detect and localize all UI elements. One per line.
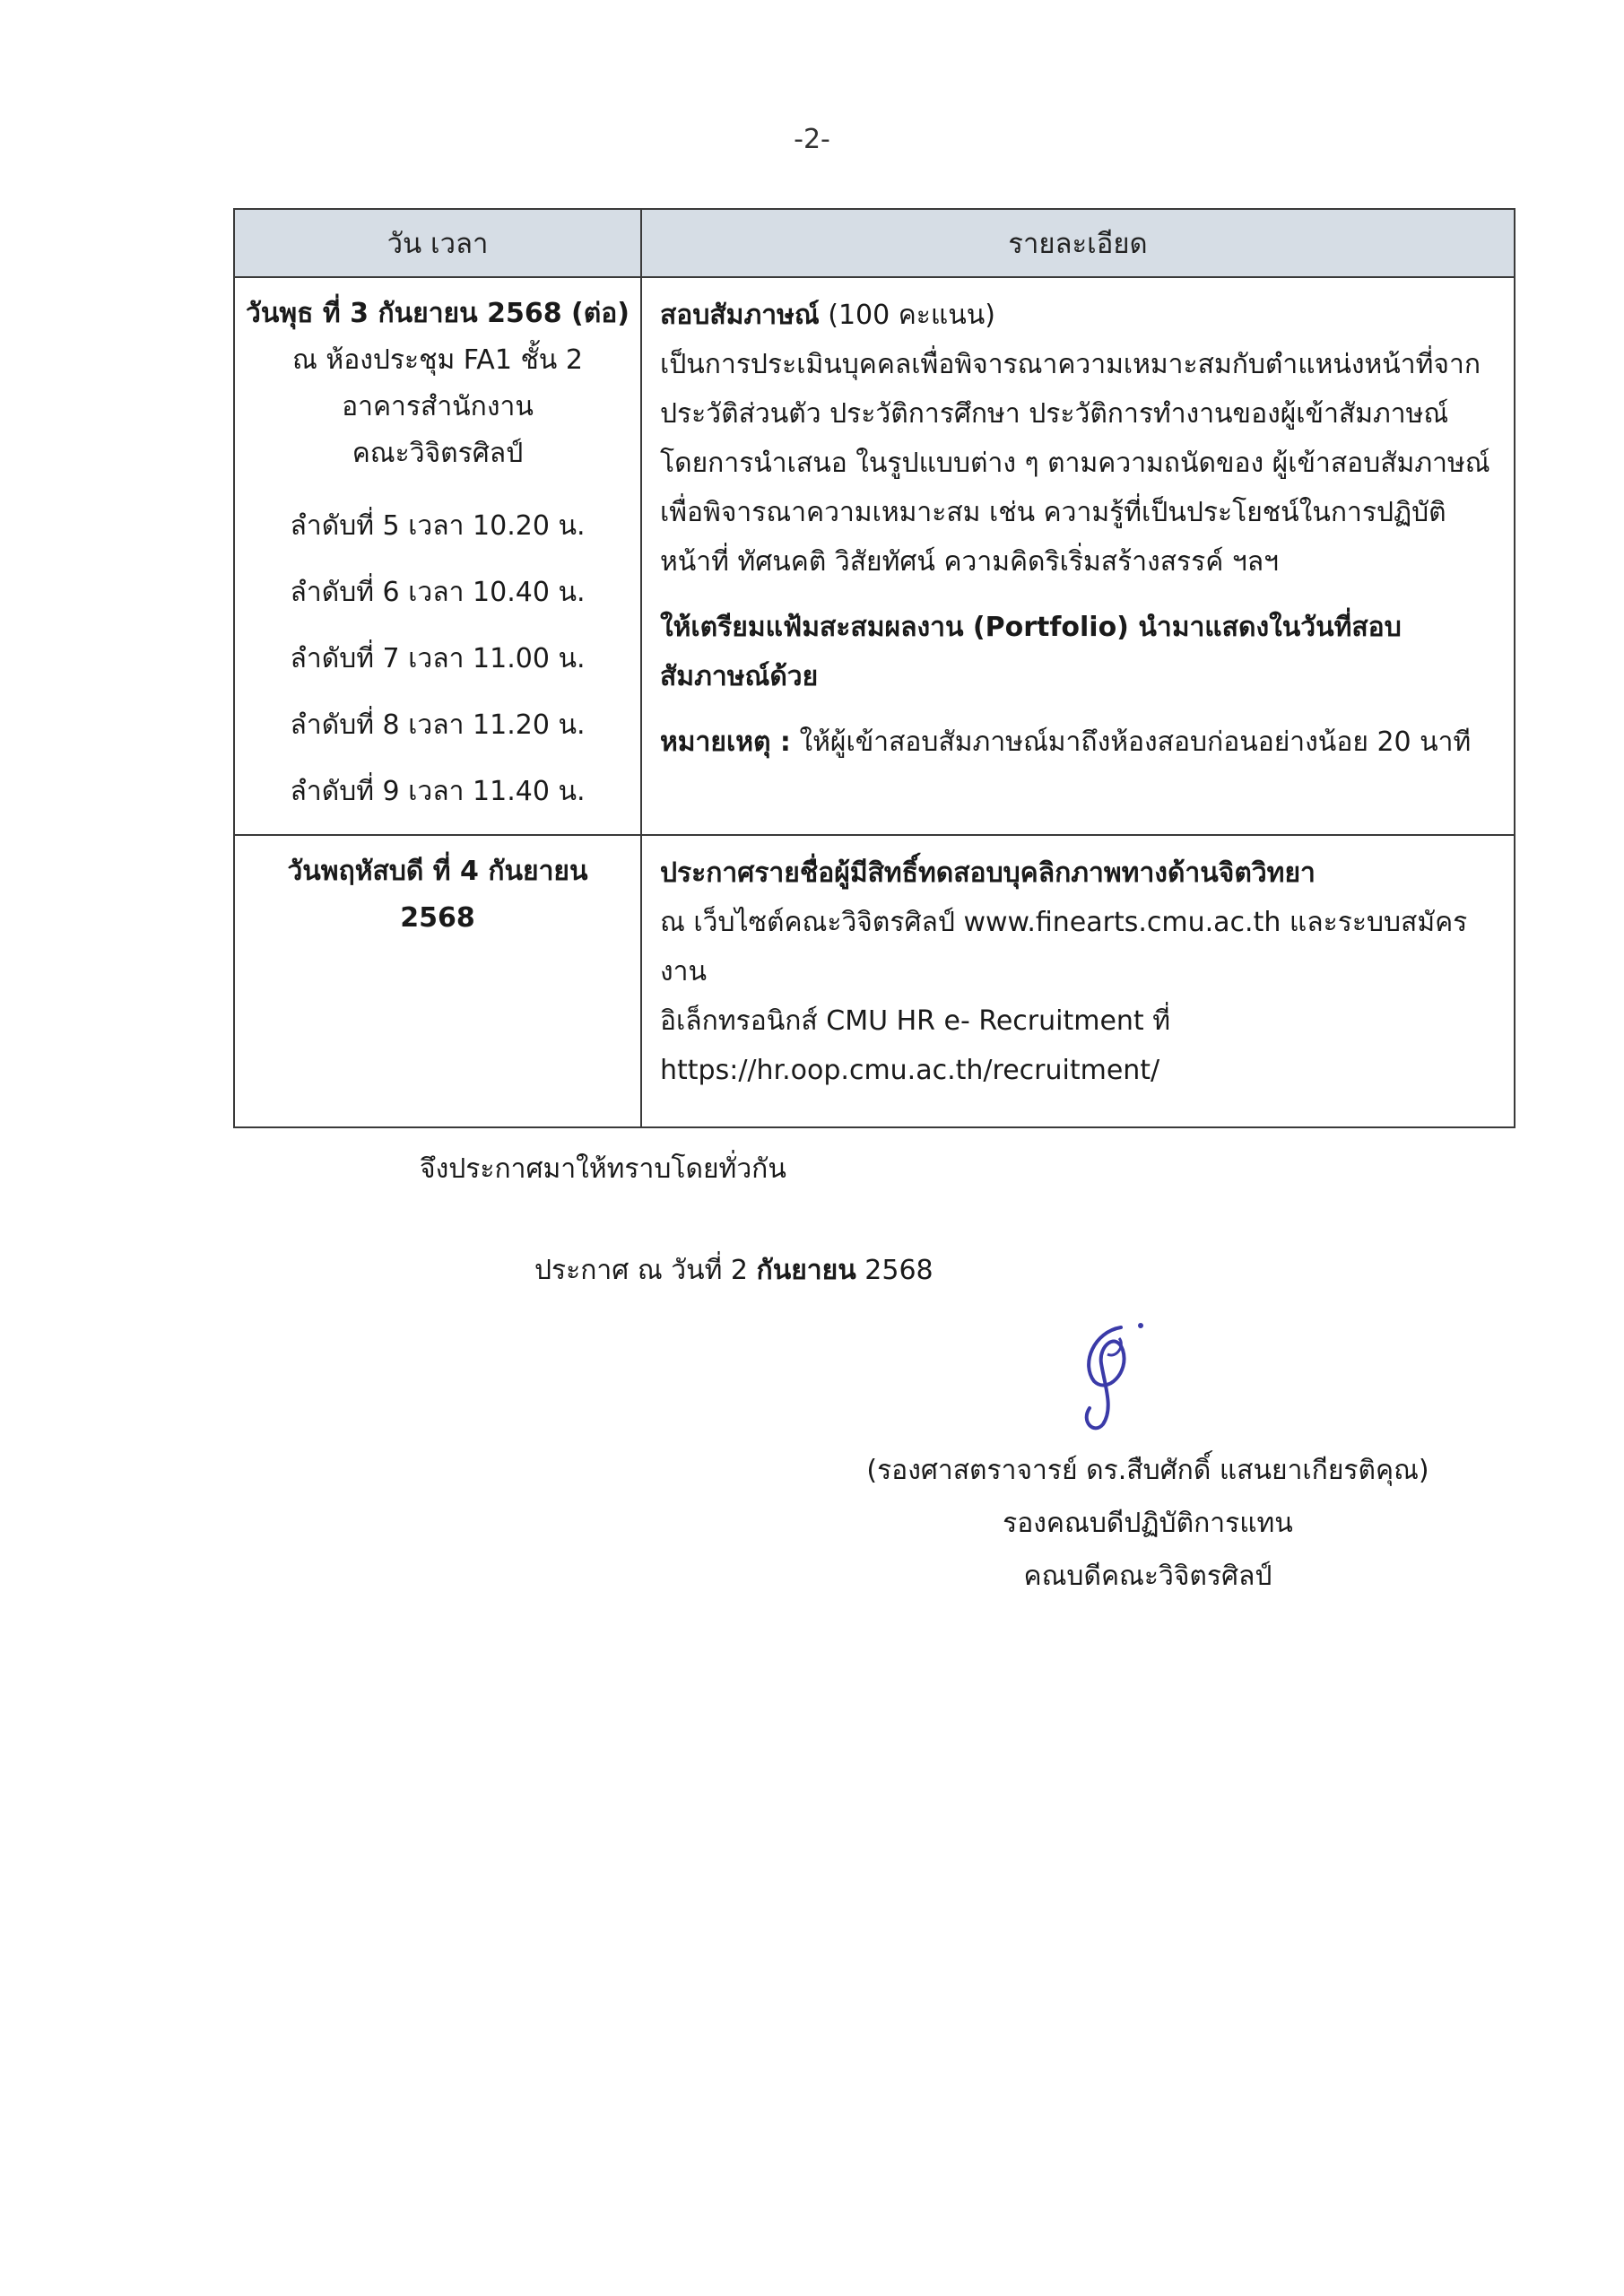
closing-statement: จึงประกาศมาให้ทราบโดยทั่วกัน [420, 1153, 786, 1185]
time-slot: ลำดับที่ 8 เวลา 11.20 น. [290, 709, 586, 741]
signer-organization: คณบดีคณะวิจิตรศิลป์ [1023, 1561, 1272, 1592]
signer-position: รองคณบดีปฏิบัติการแทน [1003, 1508, 1293, 1539]
schedule-table [233, 208, 1515, 1128]
table-row [234, 835, 1515, 1127]
announcement-prefix: ประกาศ ณ วันที่ 2 [534, 1255, 748, 1286]
date-cell [234, 277, 641, 835]
note [660, 718, 1496, 767]
detail-heading [660, 291, 1496, 340]
detail-cell [641, 835, 1515, 1127]
time-slot: ลำดับที่ 5 เวลา 10.20 น. [290, 510, 586, 542]
note-text: ให้ผู้เข้าสอบสัมภาษณ์มาถึงห้องสอบก่อนอย่างน้อย 20 นาที [799, 726, 1472, 758]
note-label: หมายเหตุ : [660, 726, 791, 758]
detail-score: (100 คะแนน) [828, 300, 995, 331]
header-detail: รายละเอียด [641, 209, 1515, 277]
detail-line: เป็นการประเมินบุคคลเพื่อพิจารณาความเหมาะสมกับตำแหน่งหน้าที่จาก [660, 349, 1481, 380]
signature [1058, 1309, 1166, 1435]
portfolio-line: สัมภาษณ์ด้วย [660, 661, 819, 692]
announcement-month: กันยายน [756, 1255, 856, 1286]
venue-line: คณะวิจิตรศิลป์ [352, 438, 524, 469]
time-slot: ลำดับที่ 6 เวลา 10.40 น. [290, 577, 586, 608]
detail-line: หน้าที่ ทัศนคติ วิสัยทัศน์ ความคิดริเริ่มสร้างสรรค์ ฯลฯ [660, 546, 1279, 578]
detail-line: https://hr.oop.cmu.ac.th/recruitment/ [660, 1055, 1160, 1086]
signer-block [789, 1444, 1507, 1603]
time-slot: ลำดับที่ 9 เวลา 11.40 น. [290, 776, 586, 807]
announcement-year: 2568 [864, 1255, 934, 1286]
announcement-date [534, 1249, 934, 1292]
detail-line: ณ เว็บไซต์คณะวิจิตรศิลป์ www.finearts.cmu.ac.th และระบบสมัครงาน [660, 907, 1468, 987]
portfolio-line: ให้เตรียมแฟ้มสะสมผลงาน (Portfolio) นำมาแสดงในวันที่สอบ [660, 612, 1402, 643]
venue-line: ณ ห้องประชุม FA1 ชั้น 2 [292, 344, 583, 376]
header-date: วัน เวลา [234, 209, 641, 277]
time-slot: ลำดับที่ 7 เวลา 11.00 น. [290, 643, 586, 674]
detail-title: สอบสัมภาษณ์ [660, 300, 820, 331]
signer-name: (รองศาสตราจารย์ ดร.สืบศักดิ์ แสนยาเกียรติคุณ) [866, 1455, 1429, 1486]
date-line: วันพฤหัสบดี ที่ 4 กันยายน [287, 856, 588, 887]
detail-line: ประวัติส่วนตัว ประวัติการศึกษา ประวัติการทำงานของผู้เข้าสัมภาษณ์ [660, 398, 1449, 430]
detail-line: อิเล็กทรอนิกส์ CMU HR e- Recruitment ที่ [660, 1005, 1170, 1037]
date-title: วันพุธ ที่ 3 กันยายน 2568 (ต่อ) [246, 298, 630, 329]
table-header-row [234, 209, 1515, 277]
detail-cell [641, 277, 1515, 835]
date-cell [234, 835, 641, 1127]
date-line: 2568 [400, 902, 475, 934]
detail-title: ประกาศรายชื่อผู้มีสิทธิ์ทดสอบบุคลิกภาพทางด้านจิตวิทยา [660, 857, 1316, 889]
detail-line: เพื่อพิจารณาความเหมาะสม เช่น ความรู้ที่เป็นประโยชน์ในการปฏิบัติ [660, 497, 1446, 528]
detail-line: โดยการนำเสนอ ในรูปแบบต่าง ๆ ตามความถนัดของ ผู้เข้าสอบสัมภาษณ์ [660, 448, 1490, 479]
table-row [234, 277, 1515, 835]
venue-line: อาคารสำนักงาน [342, 391, 534, 422]
page-number: -2- [794, 124, 830, 155]
